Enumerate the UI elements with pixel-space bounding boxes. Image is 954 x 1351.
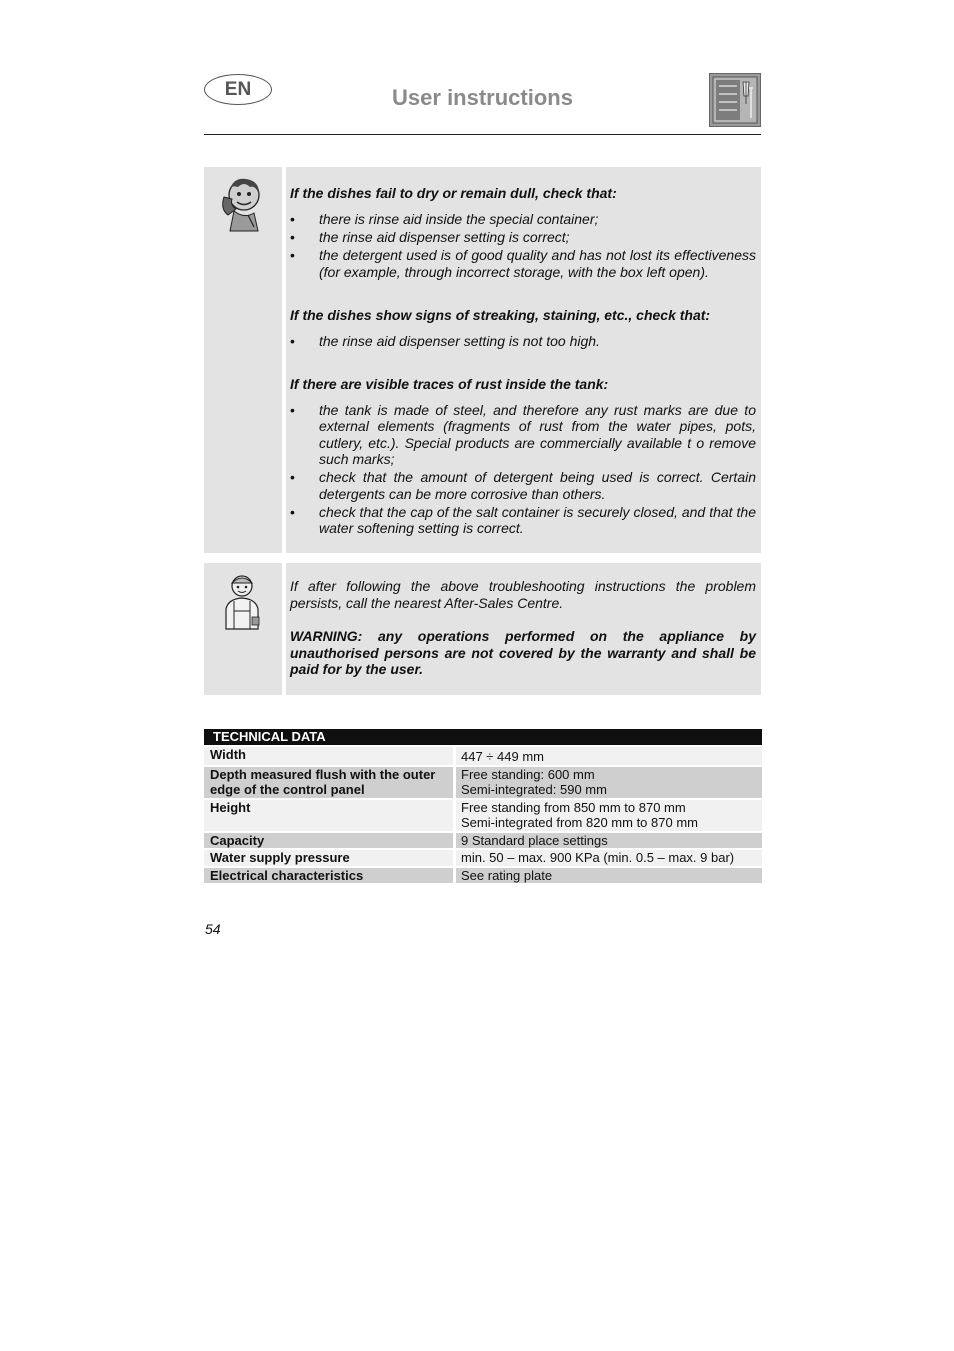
table-row: [204, 868, 762, 884]
section-heading: If there are visible traces of rust inside the tank:: [290, 375, 609, 392]
row-value: See rating plate: [456, 868, 762, 884]
list-item: • check that the amount of detergent being used is correct. Certain detergents can be more corrosive than others.: [290, 469, 756, 502]
list-item: • check that the cap of the salt container is securely closed, and that the water softening setting is correct.: [290, 504, 756, 537]
page-title: User instructions: [392, 85, 573, 110]
page-header: [204, 70, 761, 135]
row-label: Height: [204, 800, 453, 831]
troubleshooting-block: [204, 167, 761, 553]
row-label: Width: [204, 747, 453, 765]
list-item: • the detergent used is of good quality and has not lost its effectiveness (for example, through incorrect storage, with the box left open).: [290, 247, 756, 280]
service-text: [286, 563, 761, 695]
row-value: 447 ÷ 449 mm: [456, 747, 762, 765]
table-row: [204, 767, 762, 798]
language-badge: EN: [204, 74, 272, 105]
row-label: Electrical characteristics: [204, 868, 453, 884]
row-value: Free standing: 600 mm Semi-integrated: 590 mm: [456, 767, 762, 798]
technician-icon: [214, 571, 270, 631]
bullet-list: [290, 402, 756, 537]
table-heading: TECHNICAL DATA: [204, 729, 762, 745]
icon-cell: [204, 563, 282, 695]
service-instruction: If after following the above troubleshooting instructions the problem persists, call the nearest After-Sales Centre.: [290, 578, 756, 611]
bullet-list: [290, 211, 756, 280]
list-item: • the tank is made of steel, and therefore any rust marks are due to external elements (fragments of rust from the water pipes, pots, cutlery, etc.). Special products are commercially available t o remove such marks;: [290, 402, 756, 468]
table-row: [204, 833, 762, 849]
bullet-list: [290, 333, 756, 350]
table-row: [204, 747, 762, 765]
phone-caller-icon: [214, 175, 270, 235]
table-row: [204, 850, 762, 866]
page-number: 54: [205, 921, 221, 937]
list-item: • the rinse aid dispenser setting is not too high.: [290, 333, 756, 350]
row-label: Depth measured flush with the outer edge of the control panel: [204, 767, 453, 798]
row-label: Capacity: [204, 833, 453, 849]
list-item: • there is rinse aid inside the special container;: [290, 211, 756, 228]
service-block: [204, 563, 761, 695]
troubleshooting-text: [286, 167, 761, 553]
row-value: 9 Standard place settings: [456, 833, 762, 849]
list-item: • the rinse aid dispenser setting is correct;: [290, 229, 756, 246]
technical-data-table: [204, 729, 762, 883]
row-value: Free standing from 850 mm to 870 mm Semi-integrated from 820 mm to 870 mm: [456, 800, 762, 831]
section-heading: If the dishes fail to dry or remain dull, check that:: [290, 185, 617, 201]
section-heading: If the dishes show signs of streaking, staining, etc., check that:: [290, 306, 711, 323]
icon-cell: [204, 167, 282, 553]
row-value: min. 50 – max. 900 KPa (min. 0.5 – max. 9 bar): [456, 850, 762, 866]
row-label: Water supply pressure: [204, 850, 453, 866]
table-row: [204, 800, 762, 831]
dishwasher-icon: [709, 73, 761, 127]
warning-text: WARNING: any operations performed on the appliance by unauthorised persons are not covered by the warranty and shall be paid for by the user.: [290, 628, 756, 677]
